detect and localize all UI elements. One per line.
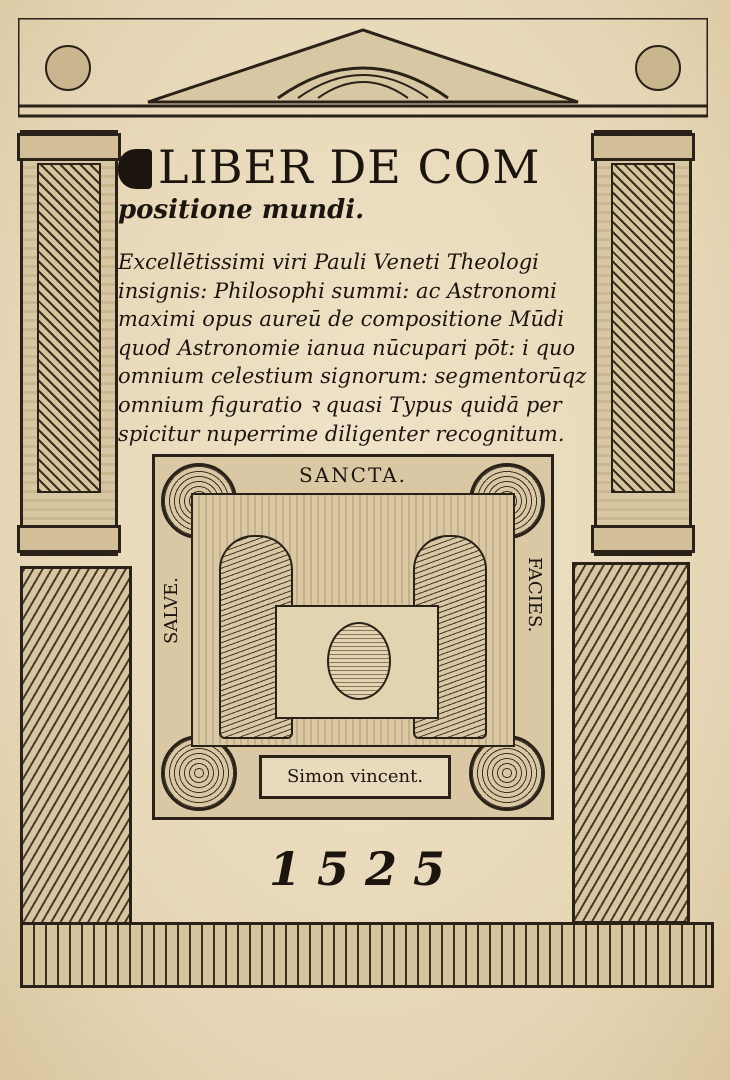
left-column-ornament xyxy=(20,130,118,556)
woodcut-scene xyxy=(191,493,515,747)
veil-with-face xyxy=(275,605,439,719)
central-woodcut xyxy=(152,454,554,820)
body-line: omnium figuratio ꝛ quasi Typus quidā per xyxy=(118,392,562,417)
title-line-1: LIBER DE COM xyxy=(118,140,598,194)
title-line-2: positione mundi. xyxy=(118,195,365,225)
facies-inscription: FACIES. xyxy=(524,557,545,633)
body-line: maximi opus aureū de compositione Mūdi xyxy=(118,307,565,332)
body-line: omnium celestium signorum: segmentorūqz xyxy=(118,364,587,389)
pilcrow-mark xyxy=(118,149,152,189)
body-line: Excellētissimi viri Pauli Veneti Theologi xyxy=(118,250,539,274)
sancta-inscription: SANCTA. xyxy=(299,463,407,487)
body-line: insignis: Philosophi summi: ac Astronomi xyxy=(118,278,557,303)
description-text xyxy=(118,248,598,448)
printer-name-box: Simon vincent. xyxy=(259,755,451,799)
body-line: quod Astronomie ianua nūcupari pōt: i quo xyxy=(118,335,576,360)
salve-inscription: SALVE. xyxy=(161,577,182,645)
body-line: spicitur nuperrime diligenter recognitum. xyxy=(118,421,565,446)
publication-year: 1525 xyxy=(268,842,462,896)
holy-face xyxy=(327,622,391,700)
title-block xyxy=(118,140,598,226)
pediment-ornament xyxy=(18,18,708,118)
right-column-ornament xyxy=(594,130,692,556)
base-ornament xyxy=(20,922,714,988)
